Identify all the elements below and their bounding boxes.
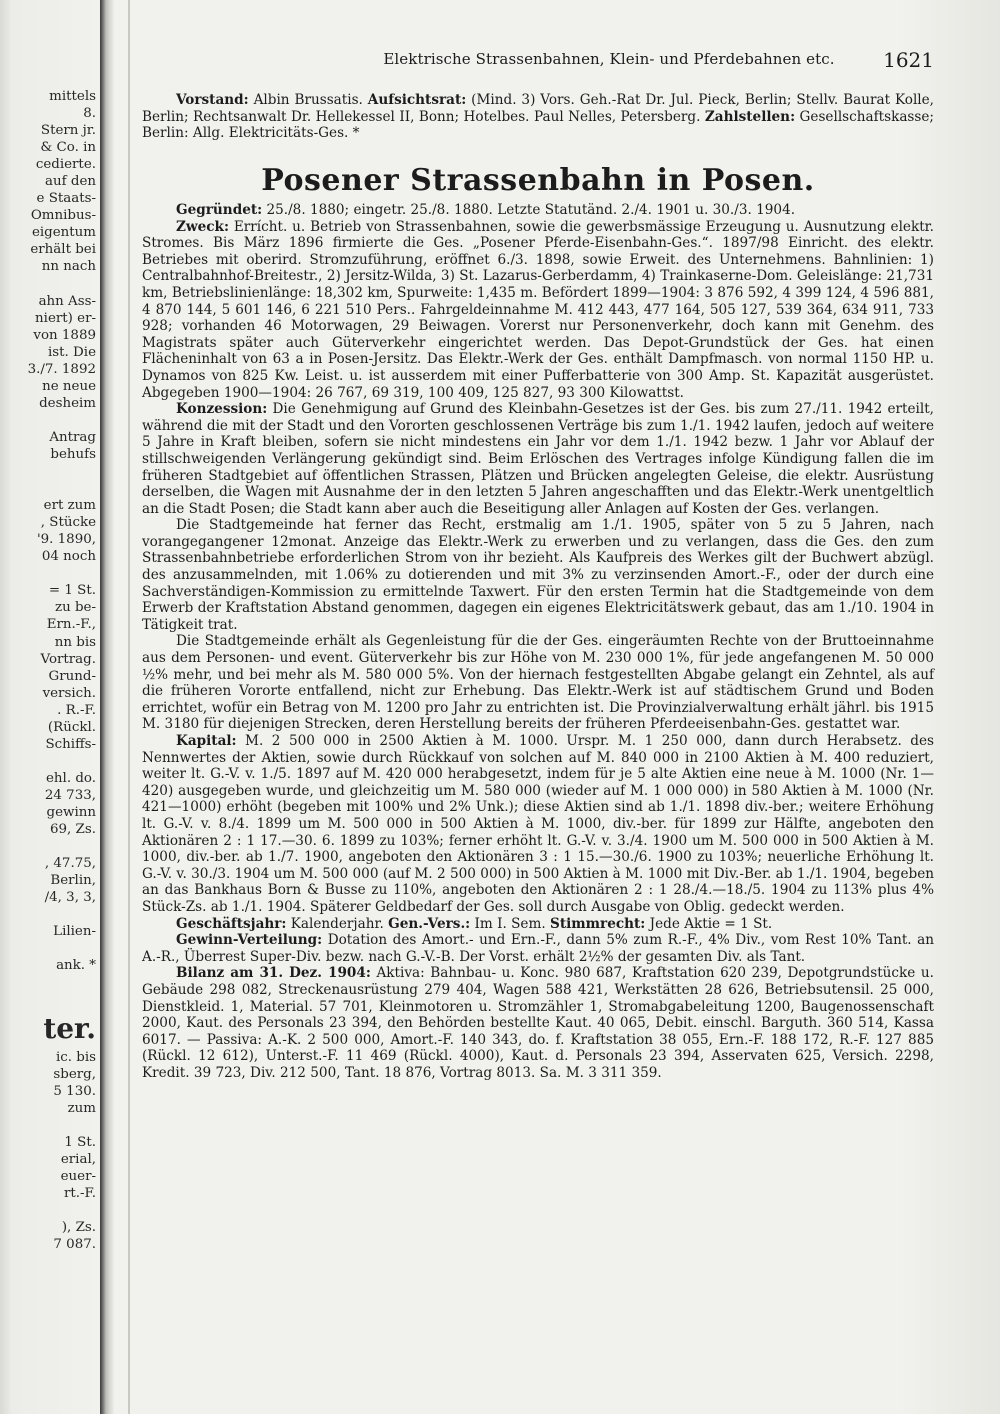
left-fragment-line: Omnibus- xyxy=(30,208,96,224)
left-fragment-line: ter. xyxy=(43,1011,96,1045)
kapital-paragraph xyxy=(142,733,934,916)
bilanz-paragraph xyxy=(142,965,934,1081)
left-fragment-line xyxy=(0,940,96,957)
left-fragment-line: von 1889 xyxy=(33,327,96,343)
left-fragment-line: versich. xyxy=(42,685,96,701)
left-fragment-line: 3./7. 1892 xyxy=(27,361,96,377)
vorstand-text: Albin Brussatis. xyxy=(248,92,368,108)
left-fragment-line xyxy=(0,838,96,855)
left-fragment-line: erial, xyxy=(60,1151,96,1167)
gegruendet-text: 25./8. 1880; eingetr. 25./8. 1880. Letzte Statutänd. 2./4. 1901 u. 30./3. 1904. xyxy=(262,202,796,218)
aufsichtsrat-label: Aufsichtsrat: xyxy=(367,92,467,108)
genvers-text: Im I. Sem. xyxy=(470,915,551,932)
zweck-paragraph xyxy=(142,219,934,402)
left-fragment-line: sberg, xyxy=(53,1066,96,1082)
left-fragment-line xyxy=(0,991,96,1008)
left-fragment-line: ahn Ass- xyxy=(38,293,96,309)
left-fragment-line: gewinn xyxy=(46,804,96,820)
left-fragment-line: behufs xyxy=(50,446,96,462)
genvers-label: Gen.-Vers.: xyxy=(388,915,471,932)
article-body xyxy=(142,202,934,1081)
left-fragment-line: nn bis xyxy=(54,634,96,650)
left-fragment-line: 69, Zs. xyxy=(50,822,96,838)
left-fragment-line: cedierte. xyxy=(35,157,96,173)
left-fragment-line: euer- xyxy=(60,1168,96,1184)
geschaeftsjahr-paragraph xyxy=(142,916,934,933)
left-fragment-line: 7 087. xyxy=(53,1237,96,1253)
left-fragment-line: desheim xyxy=(39,395,96,411)
left-fragment-line: & Co. in xyxy=(40,140,96,156)
gegruendet-paragraph xyxy=(142,202,934,219)
stimmrecht-text: Jede Aktie = 1 St. xyxy=(645,915,773,932)
konzession-text: Die Genehmigung auf Grund des Kleinbahn-Gesetzes ist der Ges. bis zum 27./11. 1942 erteilt, während die mit der Stadt und den Vororten geschlossenen Verträge bis zum 1./1. 1942 laufen, jedoch auf weitere 5 Jahre in Kraft bleiben, sofern sie nicht mindestens ein Jahr vor dem 1./1. 1942 bezw. 1 Jahr vor Ablauf der stillschweigenden Verlängerung gekündigt sind. Beim Erlöschen des Vertrages infolge Kündigung fallen die im früheren Stadtgebiet auf öffentlichen Strassen, Plätzen und Brücken angelegten Geleise, die elektr. Ausrüstung derselben, die Wagen mit Ausnahme der in den letzten 5 Jahren angeschafften und das Elektr.-Werk unentgeltlich an die Stadt Posen; die Stadt kann aber auch die Beseitigung aller Anlagen auf Kosten der Ges. verlangen. xyxy=(142,401,934,517)
left-fragment-line xyxy=(0,1117,96,1134)
left-fragment-line: 8. xyxy=(83,106,96,122)
left-fragment-line: 04 noch xyxy=(41,549,96,565)
left-fragment-line: Grund- xyxy=(48,668,96,684)
zweck-label: Zweck: xyxy=(176,218,229,235)
left-fragment-line: Ern.-F., xyxy=(46,617,96,633)
left-fragment-line: 1 St. xyxy=(64,1134,96,1150)
running-head: Elektrische Strassenbahnen, Klein- und Pferdebahnen etc. xyxy=(383,50,835,68)
left-fragment-line: zum xyxy=(67,1100,96,1116)
left-fragment-line xyxy=(0,1202,96,1219)
left-fragment-line: rt.-F. xyxy=(63,1185,96,1201)
geschaeftsjahr-text: Kalenderjahr. xyxy=(286,915,389,932)
gewinn-text: Dotation des Amort.- und Ern.-F., dann 5% zum R.-F., 4% Div., vom Rest 10% Tant. an A.-R., Überrest Super-Div. bezw. nach G.-V.-B. Der Vorst. erhält 2½% der gesamten Div. als Tant. xyxy=(142,932,934,965)
left-fragment-line: Berlin, xyxy=(50,873,96,889)
page-number: 1621 xyxy=(883,48,934,72)
kapital-text: M. 2 500 000 in 2500 Aktien à M. 1000. Urspr. M. 1 250 000, dann durch Herabsetz. des Nennwertes der Aktien, sowie durch Rückkauf von solchen auf M. 840 000 in 2100 Aktien à M. 400 reduziert, weiter lt. G.-V. v. 1./5. 1897 auf M. 420 000 herabgesetzt, indem für je 5 alte Aktien eine neue à M. 1000 (Nr. 1—420) ausgegeben wurde, und gleichzeitig um M. 580 000 (wieder auf M. 1 000 000) in 580 Aktien à M. 1000 (Nr. 421—1000) erhöht (begeben mit 100% und 2% Unk.); diese Aktien sind ab 1./1. 1898 div.-ber.; weitere Erhöhung lt. G.-V. v. 8./4. 1899 um M. 500 000 in 500 Aktien à M. 1000, div.-ber. für 1899 zur Hälfte, angeboten den Aktionären 2 : 1 17.—30. 6. 1899 zu 103%; ferner erhöht lt. G.-V. v. 3./4. 1900 um M. 500 000 in 500 Aktien à M. 1000, div.-ber. ab 1./7. 1900, angeboten den Aktionären 3 : 1 15.—30./6. 1900 zu 103%; neuerliche Erhöhung lt. G.-V. v. 30./3. 1904 um M. 500 000 (auf M. 2 500 000) in 500 Aktien à M. 1000 mit Div.-Ber. ab 1./1. 1904, begeben an das Bankhaus Born & Busse zu 110%, angeboten den Aktionären 2 : 1 28./4.—18./5. 1904 zu 113% plus 4% Stück-Zs. ab 1./1. 1904. Späterer Geldbedarf der Ges. soll durch Ausgabe von Oblig. gedeckt werden. xyxy=(142,733,934,915)
left-fragment-line: = 1 St. xyxy=(48,583,96,599)
left-fragment-line xyxy=(0,565,96,582)
left-fragment-line: ), Zs. xyxy=(61,1220,96,1235)
konzession-label: Konzession: xyxy=(176,401,268,418)
book-gutter xyxy=(100,0,114,1414)
stimmrecht-label: Stimmrecht: xyxy=(550,915,646,932)
left-fragment-line: zu be- xyxy=(55,600,96,616)
column-rule xyxy=(128,0,130,1414)
left-page-fragment-column xyxy=(0,88,96,1253)
gewinn-paragraph xyxy=(142,932,934,965)
left-fragment-line: ank. * xyxy=(56,958,96,974)
left-fragment-line: ist. Die xyxy=(48,344,96,360)
zahlstellen-text: Gesellschaftskasse; Berlin: Allg. Elektricitäts-Ges. * xyxy=(142,108,934,142)
left-fragment-line: Vortrag. xyxy=(40,651,96,667)
gewinn-label: Gewinn-Verteilung: xyxy=(176,932,323,949)
article-title: Posener Strassenbahn in Posen. xyxy=(261,163,815,198)
left-fragment-line: ert zum xyxy=(43,498,96,514)
left-fragment-line: eigentum xyxy=(31,225,96,241)
left-fragment-line: 5 130. xyxy=(53,1083,96,1099)
left-fragment-line: mittels xyxy=(49,89,96,104)
left-fragment-line: (Rückl. xyxy=(47,719,96,735)
left-fragment-line xyxy=(0,276,96,293)
left-fragment-line: /4, 3, 3, xyxy=(44,890,96,906)
konzession-paragraph-3: Die Stadtgemeinde erhält als Gegenleistung für die der Ges. eingeräumten Rechte von der Bruttoeinnahme aus dem Personen- und event. Güterverkehr bis zur Höhe von M. 230 000 1%, für jede angefangenen M. 50 000 ½% mehr, und bei mehr als M. 580 000 5%. Von der hiernach festgestellten Abgabe gelangt ein Zehntel, als auf die früheren Vororte entfallend, nicht zur Erhebung. Das Elektr.-Werk ist auf städtischem Grund und Boden errichtet, wofür ein Betrag von M. 1200 pro Jahr zu entrichten ist. Die Provinzialverwaltung erhält jährl. bis 1915 M. 3180 für diejenigen Strecken, deren Herstellung bereits der früheren Pferdeeisenbahn-Ges. gestattet war. xyxy=(142,633,934,733)
left-fragment-line: ehl. do. xyxy=(46,770,96,786)
zahlstellen-label: Zahlstellen: xyxy=(704,108,796,125)
konzession-paragraph-2: Die Stadtgemeinde hat ferner das Recht, erstmalig am 1./1. 1905, später von 5 zu 5 Jahren, nach vorangegangener 12monat. Anzeige das Elektr.-Werk zu erwerben und zu verlangen, dass die Ges. den zum Strassenbahnbetriebe erforderlichen Strom von ihr bezieht. Als Kaufpreis des Werkes gilt der Buchwert abzügl. des anzusammelnden, mit 1.06% zu dotierenden und mit 3% zu verzinsenden Amort.-F., oder der durch eine Sachverständigen-Kommission zu ermittelnde Taxwert. Für den ersten Termin hat die Stadtgemeinde von dem Erwerb der Kraftstation Abstand genommen, dagegen ein eigenes Elektricitätswerk gebaut, das am 1./10. 1904 in Tätigkeit trat. xyxy=(142,517,934,633)
left-fragment-line: Stern jr. xyxy=(40,123,96,139)
left-fragment-line: Lilien- xyxy=(53,924,96,940)
vorstand-label: Vorstand: xyxy=(176,92,249,108)
zweck-text: Errícht. u. Betrieb von Strassenbahnen, sowie die gewerbsmässige Erzeugung u. Ausnutzung elektr. Stromes. Bis März 1896 firmierte die Ges. „Posener Pferde-Eisenbahn-Ges.“. 1897/98 Einricht. des elektr. Betriebes mit oberird. Stromzuführung, eröffnet 6./3. 1898, sowie Erweit. des Unternehmens. Bahnlinien: 1) Centralbahnhof-Breitestr., 2) Jersitz-Wilda, 3) St. Lazarus-Gerberdamm, 4) Trainkaserne-Dom. Geleislänge: 21,731 km, Betriebslinienlänge: 18,302 km, Spurweite: 1,435 m. Befördert 1899—1904: 3 876 592, 4 399 124, 4 596 881, 4 870 144, 5 601 146, 6 221 510 Pers.. Fahrgeldeinnahme M. 412 443, 477 164, 505 127, 539 364, 634 911, 733 928; vorhanden 46 Motorwagen, 29 Beiwagen. Vorerst nur Personenverkehr, doch kann mit Genehm. des Magistrats später auch Güterverkehr eingerichtet werden. Das Depot-Grundstück der Ges. hat einen Flächeninhalt von 63 a in Posen-Jersitz. Das Elektr.-Werk der Ges. enthält Dampfmasch. von normal 1150 HP. u. Dynamos von 825 Kw. Leist. u. ist ausserdem mit einer Pufferbatterie von 300 Amp. St. Kapazität ausgerüstet. Abgegeben 1900—1904: 26 767, 69 319, 100 409, 125 827, 93 300 Kilowattst. xyxy=(142,218,934,401)
left-fragment-line: . R.-F. xyxy=(57,702,96,718)
left-fragment-line xyxy=(0,906,96,923)
left-fragment-line: nn nach xyxy=(41,259,96,275)
left-fragment-line: auf den xyxy=(45,174,96,190)
left-fragment-line: 24 733, xyxy=(44,787,96,803)
left-fragment-line: ne neue xyxy=(42,378,96,394)
left-fragment-line xyxy=(0,412,96,429)
geschaeftsjahr-label: Geschäftsjahr: xyxy=(176,915,287,932)
bilanz-label: Bilanz am 31. Dez. 1904: xyxy=(176,965,371,982)
konzession-paragraph xyxy=(142,401,934,517)
left-fragment-line xyxy=(0,480,96,497)
kapital-label: Kapital: xyxy=(176,733,237,749)
left-fragment-line xyxy=(0,753,96,770)
left-fragment-line: erhält bei xyxy=(30,242,96,258)
gegruendet-label: Gegründet: xyxy=(176,202,263,218)
aufsichtsrat-text: (Mind. 3) Vors. Geh.-Rat Dr. Jul. Pieck, Berlin; Stellv. Baurat Kolle, Berlin; Rechtsanwalt Dr. Hellekessel II, Bonn; Hotelbes. Paul Nelles, Petersberg. xyxy=(142,92,935,125)
left-fragment-line xyxy=(0,974,96,991)
left-fragment-line: Schiffs- xyxy=(45,736,96,752)
left-fragment-line: ic. bis xyxy=(55,1049,96,1065)
bilanz-text: Aktiva: Bahnbau- u. Konc. 980 687, Kraftstation 620 239, Depotgrundstücke u. Gebäude 298 082, Streckenausrüstung 279 404, Wagen 588 421, Werkstätten 28 626, Betriebsutensil. 25 000, Dienstkleid. 1, Material. 57 701, Kleinmotoren u. Stromzähler 1, Stromabgabeleitung 1200, Baugenossenschaft 2000, Kaut. des Personals 23 394, den Behörden bestellte Kaut. 40 065, Debit. einschl. Barguth. 360 514, Kassa 6017. — Passiva: A.-K. 2 500 000, Amort.-F. 140 343, do. f. Kraftstation 38 055, Ern.-F. 188 172, R.-F. 127 885 (Rückl. 12 612), Unterst.-F. 11 469 (Rückl. 4000), Kaut. d. Personals 23 394, Asservaten 625, Versich. 2298, Kredit. 39 723, Div. 212 500, Tant. 18 876, Vortrag 8013. Sa. M. 3 311 359. xyxy=(142,965,934,1081)
left-fragment-line: '9. 1890, xyxy=(36,532,96,548)
left-fragment-line: Antrag xyxy=(49,429,96,445)
left-fragment-line: niert) er- xyxy=(35,310,96,326)
left-fragment-line: , Stücke xyxy=(40,515,96,531)
top-section xyxy=(142,92,934,142)
vorstand-paragraph xyxy=(142,92,934,142)
left-fragment-line: e Staats- xyxy=(36,191,96,207)
left-fragment-line xyxy=(0,463,96,480)
left-fragment-line: , 47.75, xyxy=(44,856,96,872)
